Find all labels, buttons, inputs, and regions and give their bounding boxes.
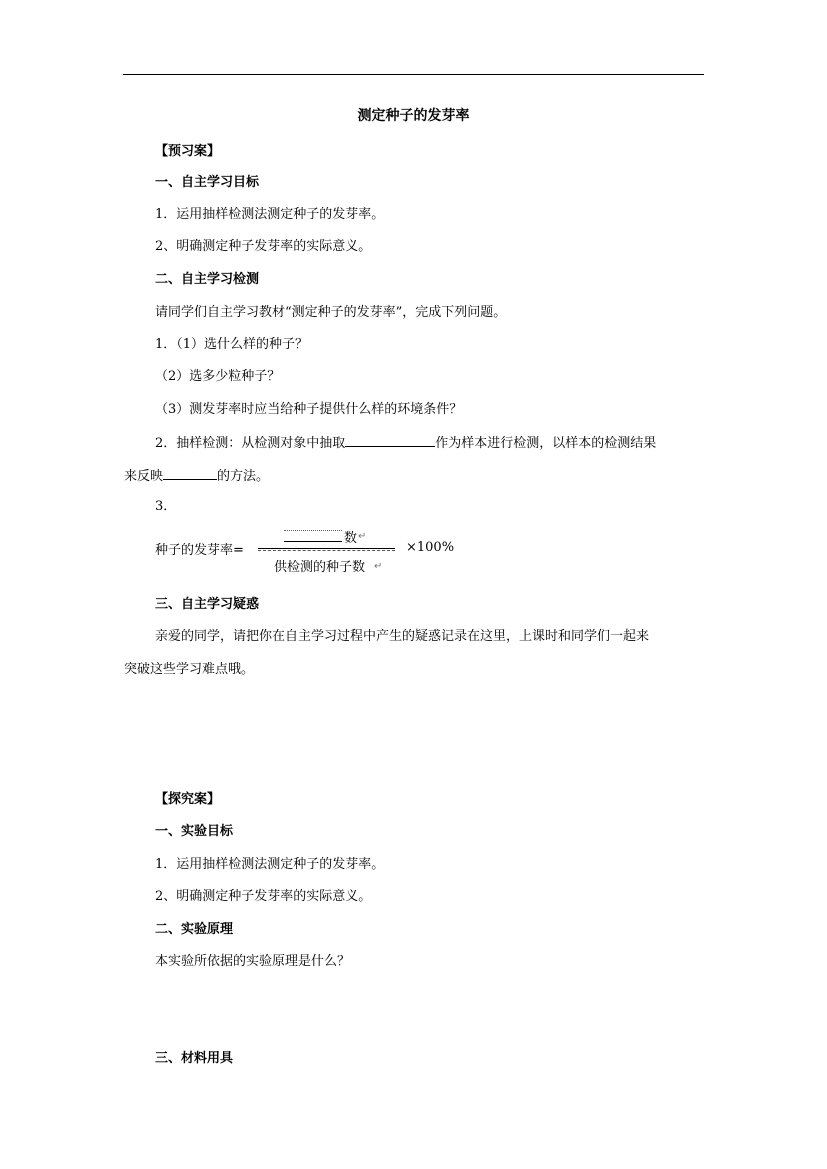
doubts-paragraph-line-2: 突破这些学习难点哦。 [124,662,255,677]
question-2-text-a: 2．抽样检测：从检测对象中抽取 [155,436,346,451]
formula-numerator-dotted-line [284,530,342,531]
preview-section-label: 【预习案】 [155,144,221,159]
preview-check-heading: 二、自主学习检测 [155,272,260,287]
explore-materials-heading: 三、材料用具 [155,1051,234,1066]
formula-lhs: 种子的发芽率= [155,543,244,558]
formula-fraction-bar-dashed [258,550,395,551]
question-2-text-b: 作为样本进行检测，以样本的检测结果 [435,436,657,451]
formula-multiplier: ×100% [406,540,455,555]
question-2-line-2 [124,466,269,486]
explore-principle-heading: 二、实验原理 [155,922,234,937]
preview-doubts-heading: 三、自主学习疑惑 [155,597,260,612]
doubts-paragraph-line-1: 亲爱的同学，请把你在自主学习过程中产生的疑惑记录在这里，上课时和同学们一起来 [155,629,650,644]
explore-goal-item-2: 2、明确测定种子发芽率的实际意义。 [155,889,372,904]
question-2-text-c: 来反映 [124,469,164,484]
return-mark-icon: ↵ [374,561,383,572]
question-3: 3． [155,499,177,514]
answer-blank-sample[interactable] [345,433,435,447]
formula-numerator-blank[interactable] [284,541,342,542]
preview-goal-item-1: 1．运用抽样检测法测定种子的发芽率。 [155,207,385,222]
germination-rate-formula [155,527,465,577]
preview-goals-heading: 一、自主学习目标 [155,175,260,190]
formula-numerator: 数 [344,531,358,546]
question-2-line-1 [155,433,656,453]
return-mark-icon: ↵ [358,531,367,542]
question-2-text-d: 的方法。 [217,469,270,484]
answer-blank-reflect[interactable] [163,466,217,480]
explore-section-label: 【探究案】 [155,792,221,807]
explore-goals-heading: 一、实验目标 [155,824,234,839]
preview-check-intro: 请同学们自主学习教材“测定种子的发芽率”，完成下列问题。 [155,305,507,320]
formula-fraction-bar [258,548,395,549]
explore-goal-item-1: 1．运用抽样检测法测定种子的发芽率。 [155,857,385,872]
page-title: 测定种子的发芽率 [357,108,470,124]
explore-principle-question: 本实验所依据的实验原理是什么？ [155,954,351,969]
preview-goal-item-2: 2、明确测定种子发芽率的实际意义。 [155,239,372,254]
question-1a: 1．（1）选什么样的种子？ [155,337,309,352]
header-rule [123,74,704,75]
question-1b: （2）选多少粒种子？ [155,369,281,384]
question-1c: （3）测发芽率时应当给种子提供什么样的环境条件？ [155,402,463,417]
formula-denominator: 供检测的种子数 [274,560,366,575]
